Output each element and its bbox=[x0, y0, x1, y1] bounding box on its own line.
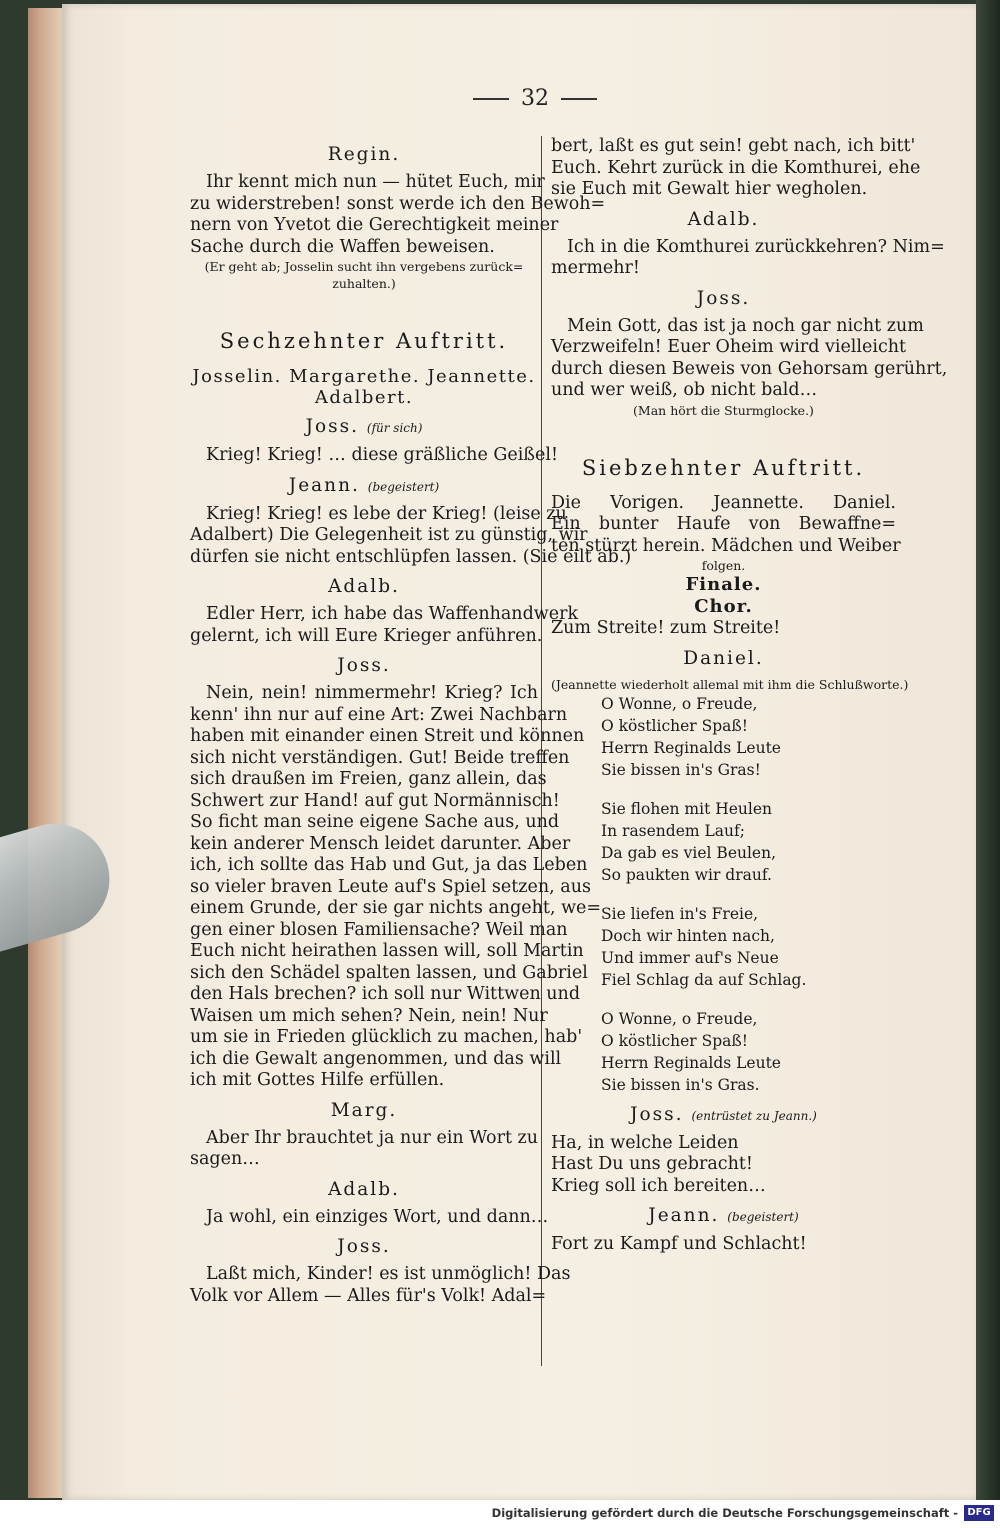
text-line: Waisen um mich sehen? Nein, nein! Nur bbox=[190, 1005, 548, 1026]
stanza-gap bbox=[551, 781, 896, 798]
right-column bbox=[551, 136, 948, 1256]
text-line: sagen… bbox=[190, 1149, 260, 1169]
text-line: Krieg! Krieg! … diese gräßliche Geißel! bbox=[206, 445, 558, 465]
speaker-name bbox=[190, 143, 538, 167]
verse-line: O köstlicher Spaß! bbox=[601, 716, 748, 735]
speaker-name bbox=[551, 208, 896, 232]
text-line: haben mit einander einen Streit und können bbox=[190, 726, 585, 746]
speaker-name bbox=[551, 647, 896, 671]
text-line: einem Grunde, der sie gar nichts angeht, we= bbox=[190, 898, 602, 918]
stage-direction: (Man hört die Sturmglocke.) bbox=[633, 402, 814, 418]
verse-line: Sie liefen in's Freie, bbox=[601, 904, 759, 923]
text-line: Fort zu Kampf und Schlacht! bbox=[551, 1234, 807, 1254]
text-line: kein anderer Mensch leidet darunter. Aber bbox=[190, 833, 571, 854]
text-line: Volk vor Allem — Alles für's Volk! Adal= bbox=[190, 1285, 547, 1306]
left-column bbox=[190, 136, 632, 1307]
speaker-name bbox=[551, 1204, 896, 1229]
scan-background-strip bbox=[976, 0, 1000, 1528]
text-line: So ficht man seine eigene Sache aus, und bbox=[190, 812, 560, 832]
text-line: Nein, nein! nimmermehr! Krieg? Ich bbox=[206, 683, 538, 703]
stanza-gap bbox=[551, 886, 896, 903]
text-line: Schwert zur Hand! auf gut Normännisch! bbox=[190, 790, 560, 811]
text-line: Aber Ihr brauchtet ja nur ein Wort zu bbox=[206, 1127, 539, 1148]
text-line: Euch. Kehrt zurück in die Komthurei, ehe bbox=[551, 157, 921, 178]
text-line: den Hals brechen? ich soll nur Wittwen und bbox=[190, 984, 581, 1004]
text-line: durch diesen Beweis von Gehorsam gerührt, bbox=[551, 358, 948, 379]
verse-line: Sie flohen mit Heulen bbox=[601, 799, 773, 818]
speaker-name bbox=[190, 575, 538, 599]
verse-line: Und immer auf's Neue bbox=[601, 948, 779, 967]
scene-heading: Siebzehnter Auftritt. bbox=[581, 455, 866, 480]
text-line: gelernt, ich will Eure Krieger anführen. bbox=[190, 625, 543, 646]
scene-heading: Sechzehnter Auftritt. bbox=[219, 329, 509, 353]
section-title: Chor. bbox=[694, 596, 753, 617]
speaker-label: Joss. bbox=[337, 1236, 391, 1257]
speaker-name bbox=[551, 287, 896, 311]
verse-line: Sie bissen in's Gras! bbox=[601, 760, 761, 779]
speaker-name bbox=[190, 415, 538, 440]
text-line: sich draußen im Freien, ganz allein, das bbox=[190, 769, 547, 789]
text-line: so vieler braven Leute auf's Spiel setzen, aus bbox=[190, 876, 591, 897]
page-number: 32 bbox=[460, 86, 610, 111]
stage-direction: (Jeannette wiederholt allemal mit ihm die Schlußworte.) bbox=[551, 676, 909, 692]
text-line: Krieg! Krieg! es lebe der Krieg! (leise zu bbox=[206, 503, 567, 524]
verse-line: In rasendem Lauf; bbox=[601, 821, 745, 840]
text-line: um sie in Frieden glücklich zu machen, hab' bbox=[190, 1027, 583, 1047]
verse-line: Da gab es viel Beulen, bbox=[601, 843, 777, 862]
text-line: mermehr! bbox=[551, 258, 640, 278]
digitization-footer bbox=[0, 1500, 1000, 1528]
character-list: Adalbert. bbox=[314, 387, 414, 408]
speaker-label: Joss. bbox=[696, 287, 751, 309]
stage-direction: folgen. bbox=[701, 558, 746, 573]
speaker-label: Joss. bbox=[630, 1103, 684, 1125]
verse-line: Herrn Reginalds Leute bbox=[601, 738, 781, 757]
text-line: ich die Gewalt angenommen, und das will bbox=[190, 1048, 562, 1069]
verse-line: Doch wir hinten nach, bbox=[601, 926, 775, 945]
verse-line: O Wonne, o Freude, bbox=[601, 694, 758, 713]
text-line: ich mit Gottes Hilfe erfüllen. bbox=[190, 1070, 445, 1090]
text-line: sie Euch mit Gewalt hier wegholen. bbox=[551, 179, 868, 199]
speaker-label: Adalb. bbox=[328, 576, 400, 597]
text-line: Adalbert) Die Gelegenheit ist zu günstig, wir bbox=[190, 525, 588, 545]
text-line: Die Vorigen. Jeannette. Daniel. bbox=[551, 492, 896, 513]
text-line: sich den Schädel spalten lassen, und Gabriel bbox=[190, 962, 588, 983]
text-line: Laßt mich, Kinder! es ist unmöglich! Das bbox=[206, 1264, 571, 1284]
speaker-name bbox=[190, 1099, 538, 1123]
footer-credit: Digitalisierung gefördert durch die Deutsche Forschungsgemeinschaft - bbox=[491, 1506, 958, 1520]
text-line: ich, ich sollte das Hab und Gut, ja das Leben bbox=[190, 855, 588, 875]
speaker-label: Joss. bbox=[337, 655, 391, 676]
text-line: Hast Du uns gebracht! bbox=[551, 1154, 753, 1174]
verse-line: Fiel Schlag da auf Schlag. bbox=[601, 970, 807, 989]
speaker-label: Adalb. bbox=[687, 208, 760, 230]
text-line: nern von Yvetot die Gerechtigkeit meiner bbox=[190, 215, 559, 235]
verse-line: O Wonne, o Freude, bbox=[601, 1009, 758, 1028]
stage-note: (für sich) bbox=[366, 421, 423, 435]
section-title: Finale. bbox=[685, 574, 762, 595]
text-line: zu widerstreben! sonst werde ich den Bewoh= bbox=[190, 193, 606, 214]
dfg-logo-icon: DFG bbox=[964, 1505, 994, 1521]
text-line: Mein Gott, das ist ja noch gar nicht zum bbox=[567, 315, 924, 336]
text-line: kenn' ihn nur auf eine Art: Zwei Nachbarn bbox=[190, 704, 568, 725]
text-line: Euch nicht heirathen lassen will, soll Martin bbox=[190, 941, 584, 961]
text-line: ten stürzt herein. Mädchen und Weiber bbox=[551, 535, 901, 556]
speaker-label: Jeann. bbox=[288, 474, 360, 496]
stage-direction: (Er geht ab; Josselin sucht ihn vergebens zurück= bbox=[204, 259, 524, 274]
verse-line: Sie bissen in's Gras. bbox=[601, 1075, 760, 1094]
text-line: dürfen sie nicht entschlüpfen lassen. (Sie eilt ab.) bbox=[190, 546, 632, 567]
text-line: Ja wohl, ein einziges Wort, und dann… bbox=[206, 1206, 549, 1227]
speaker-label: Jeann. bbox=[648, 1205, 720, 1226]
text-line: Ich in die Komthurei zurückkehren? Nim= bbox=[567, 236, 945, 257]
speaker-label: Marg. bbox=[330, 1099, 398, 1121]
speaker-label: Regin. bbox=[327, 144, 401, 165]
text-line: sich nicht verständigen. Gut! Beide treffen bbox=[190, 747, 570, 768]
text-line: gen einer blosen Familiensache? Weil man bbox=[190, 919, 568, 940]
text-line: Verzweifeln! Euer Oheim wird vielleicht bbox=[551, 337, 907, 357]
text-line: Ein bunter Haufe von Bewaffne= bbox=[551, 514, 896, 534]
stage-note: (begeistert) bbox=[727, 1210, 799, 1224]
text-line: bert, laßt es gut sein! gebt nach, ich bitt' bbox=[551, 136, 916, 156]
text-line: Ihr kennt mich nun — hütet Euch, mir bbox=[206, 172, 545, 192]
text-line: Krieg soll ich bereiten… bbox=[551, 1175, 766, 1196]
speaker-label: Joss. bbox=[305, 416, 359, 437]
text-line: Ha, in welche Leiden bbox=[551, 1132, 739, 1153]
stanza-gap bbox=[551, 991, 896, 1008]
verse-line: O köstlicher Spaß! bbox=[601, 1031, 748, 1050]
verse-line: Herrn Reginalds Leute bbox=[601, 1053, 781, 1072]
speaker-label: Daniel. bbox=[683, 647, 764, 669]
speaker-name bbox=[190, 1178, 538, 1202]
stage-note: (entrüstet zu Jeann.) bbox=[691, 1108, 817, 1123]
speaker-name bbox=[551, 1103, 896, 1128]
speaker-name bbox=[190, 474, 538, 499]
speaker-label: Adalb. bbox=[328, 1178, 400, 1200]
stage-note: (begeistert) bbox=[367, 479, 440, 494]
text-line: und wer weiß, ob nicht bald… bbox=[551, 380, 818, 400]
text-line: Sache durch die Waffen beweisen. bbox=[190, 236, 495, 257]
speaker-name bbox=[190, 654, 538, 678]
speaker-name bbox=[190, 1235, 538, 1259]
verse-line: So paukten wir drauf. bbox=[601, 865, 772, 884]
stage-direction: zuhalten.) bbox=[332, 276, 396, 291]
text-line: Zum Streite! zum Streite! bbox=[551, 618, 781, 638]
character-list: Josselin. Margarethe. Jeannette. bbox=[192, 366, 536, 387]
text-line: Edler Herr, ich habe das Waffenhandwerk bbox=[206, 604, 579, 624]
